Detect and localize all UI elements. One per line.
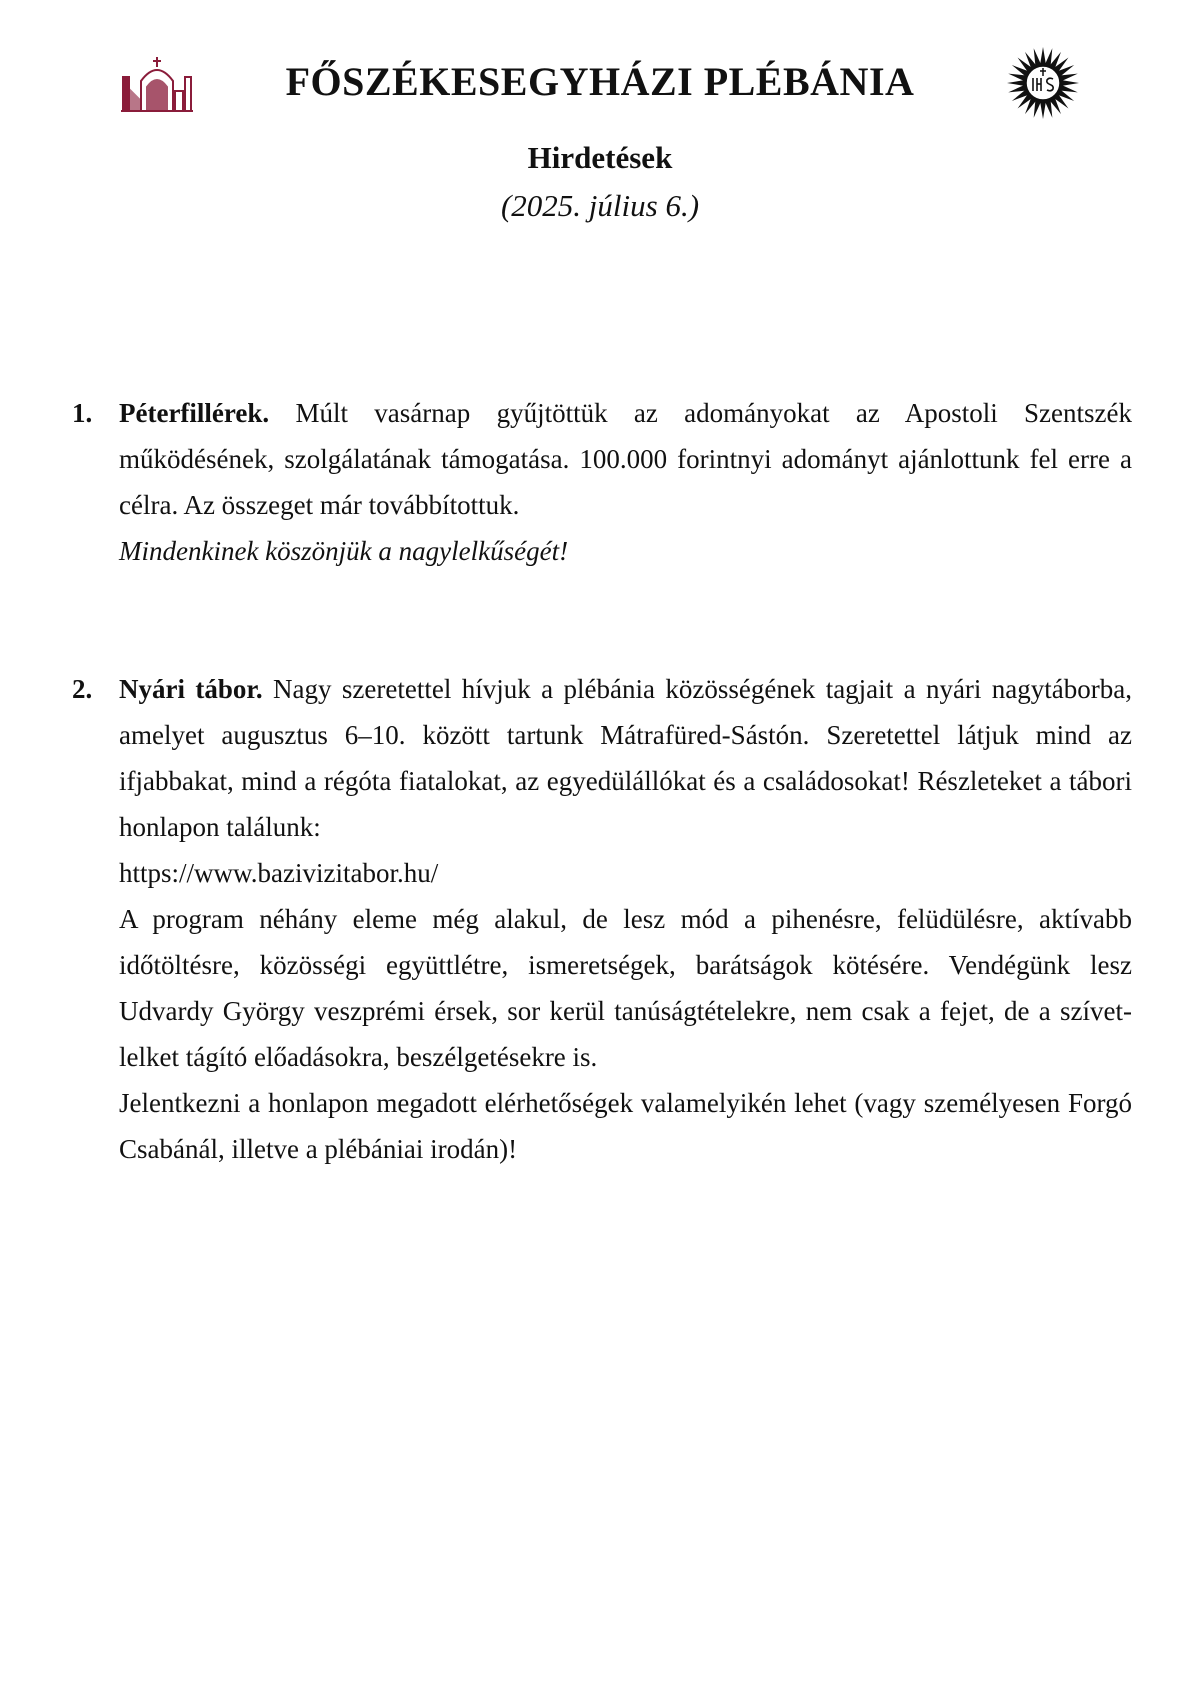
item-number: 1.	[72, 398, 93, 428]
announcement-date: (2025. július 6.)	[500, 188, 700, 223]
announcement-item	[72, 666, 1132, 1172]
parish-title: FŐSZÉKESEGYHÁZI PLÉBÁNIA	[285, 59, 915, 104]
item-number: 2.	[72, 674, 93, 704]
announcement-text: Nagy szeretettel hívjuk a plébánia közösségének tagjait a nyári nagytáborba, amelyet augusztus 6–10. között tartunk Mátrafüred-Sástón. Szeretettel látjuk mind az ifjabbakat, mind a régóta fiatalokat, az egyedülállókat és a családosokat! Részleteket a tábori honlapon találunk:	[119, 674, 1133, 842]
page-title: Hirdetések	[527, 140, 673, 175]
announcement-text: Múlt vasárnap gyűjtöttük az adományokat az Apostoli Szentszék működésének, szolgálatának támogatása. 100.000 forintnyi adományt ajánlottunk fel erre a célra. Az összeget már továbbítottuk.	[119, 398, 1132, 520]
thanks-note: Mindenkinek köszönjük a nagylelkűségét!	[119, 536, 569, 566]
announcement-heading: Nyári tábor.	[119, 674, 263, 704]
announcement-item	[72, 390, 1132, 574]
program-paragraph: A program néhány eleme még alakul, de lesz mód a pihenésre, felüdülésre, aktívabb időtöltésre, közösségi együttlétre, ismeretségek, barátságok kötésére. Vendégünk lesz Udvardy György veszprémi érsek, sor kerül tanúságtételekre, nem csak a fejet, de a szívet-lelket tágító előadásokra, beszélgetésekre is.	[119, 904, 1132, 1072]
announcement-body	[119, 390, 1132, 574]
announcement-body	[119, 666, 1132, 1172]
registration-paragraph: Jelentkezni a honlapon megadott elérhetőségek valamelyikén lehet (vagy személyesen Forgó Csabánál, illetve a plébániai irodán)!	[119, 1088, 1132, 1164]
camp-website-link[interactable]: https://www.bazivizitabor.hu/	[119, 858, 439, 888]
announcement-heading: Péterfillérek.	[119, 398, 270, 428]
